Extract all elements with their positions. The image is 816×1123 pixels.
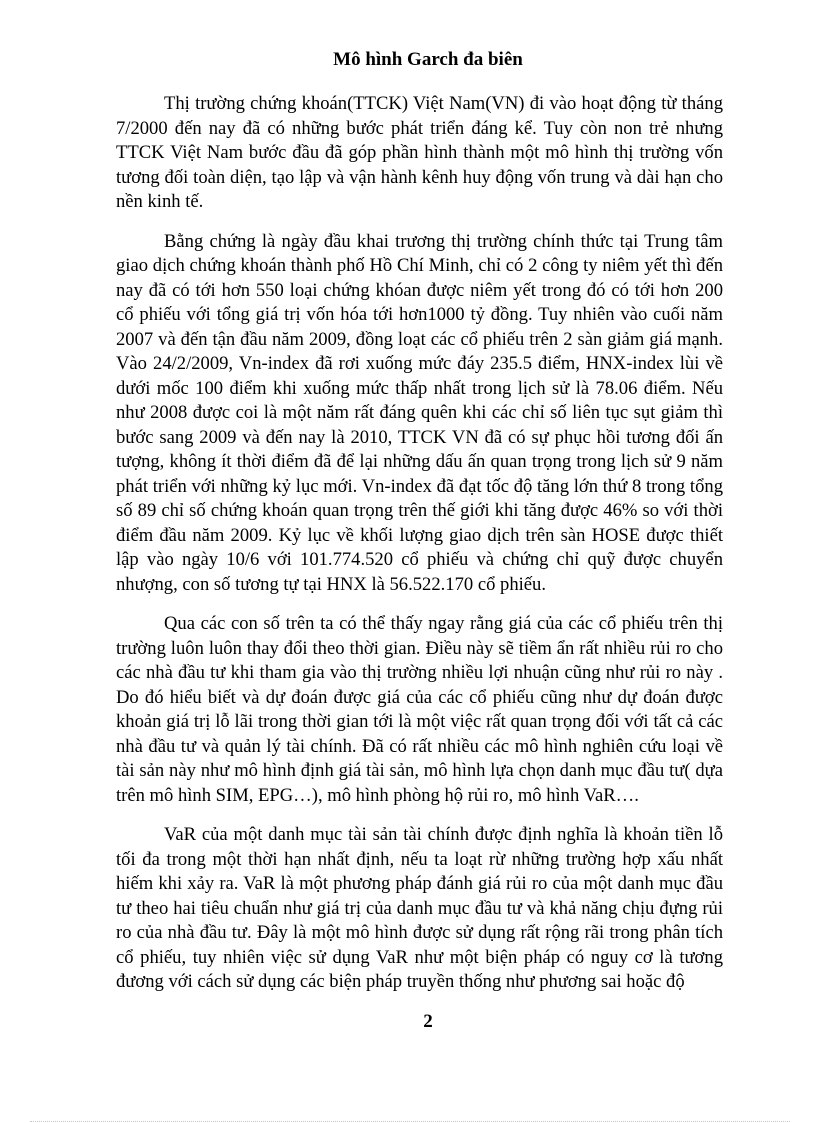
document-body	[116, 92, 723, 1010]
page-title: Mô hình Garch đa biên	[333, 49, 523, 70]
paragraph-price-volatility: Qua các con số trên ta có thể thấy ngay rằng giá của các cổ phiếu trên thị trường luôn luôn thay đổi theo thời gian. Điều này sẽ tiềm ẩn rất nhiều rủi ro cho các nhà đầu tư khi tham gia vào thị trường nhiều lợi nhuận cũng như rủi ro này . Do đó hiểu biết và dự đoán được giá của các cổ phiếu cũng như dự đoán được khoản giá trị lỗ lãi trong thời gian tới là một việc rất quan trọng đối với tất cả các nhà đầu tư và quản lý tài chính. Đã có rất nhiều các mô hình nghiên cứu loại về tài sản này như mô hình định giá tài sản, mô hình lựa chọn danh mục đầu tư( dựa trên mô hình SIM, EPG…), mô hình phòng hộ rủi ro, mô hình VaR….	[116, 613, 723, 806]
paragraph-var-definition: VaR của một danh mục tài sản tài chính được định nghĩa là khoản tiền lỗ tối đa trong một thời hạn nhất định, nếu ta loạt rừ những trường hợp xấu nhất hiếm khi xảy ra. VaR là một phương pháp đánh giá rủi ro của một danh mục đầu tư theo hai tiêu chuẩn như giá trị của danh mục đầu tư và khả năng chịu đựng rủi ro của nhà đầu tư. Đây là một mô hình được sử dụng rất rộng rãi trong phân tích cổ phiếu, tuy nhiên việc sử dụng VaR như một biện pháp có nguy cơ là tương đương với cách sử dụng các biện pháp truyền thống như phương sai hoặc độ	[116, 824, 723, 992]
page-bottom-border	[30, 1121, 790, 1122]
paragraph-ttck-intro: Thị trường chứng khoán(TTCK) Việt Nam(VN) đi vào hoạt động từ tháng 7/2000 đến nay đã có những bước phát triển đáng kể. Tuy còn non trẻ nhưng TTCK Việt Nam bước đầu đã góp phần hình thành một mô hình thị trường vốn tương đối toàn diện, tạo lập và vận hành kênh huy động vốn trung và dài hạn cho nền kinh tế.	[116, 93, 723, 212]
page-number: 2	[423, 1011, 433, 1032]
paragraph-market-history: Bằng chứng là ngày đầu khai trương thị trường chính thức tại Trung tâm giao dịch chứng khoán thành phố Hồ Chí Minh, chỉ có 2 công ty niêm yết thì đến nay đã có tới hơn 550 loại chứng khóan được niêm yết trong đó có tới hơn 200 cổ phiếu với tổng giá trị vốn hóa tới hơn1000 tỷ đồng. Tuy nhiên vào cuối năm 2007 và đến tận đầu năm 2009, đồng loạt các cổ phiếu trên 2 sàn giảm giá mạnh. Vào 24/2/2009, Vn-index đã rơi xuống mức đáy 235.5 điểm, HNX-index lùi về dưới mốc 100 điểm khi xuống mức thấp nhất trong lịch sử là 78.06 điểm. Nếu như 2008 được coi là một năm rất đáng quên khi các chỉ số liên tục sụt giảm thì bước sang 2009 và đến nay là 2010, TTCK VN đã có sự phục hồi tương đối ấn tượng, không ít thời điểm đã để lại những dấu ấn quan trọng trong lịch sử 9 năm phát triển với những kỷ lục mới. Vn-index đã đạt tốc độ tăng lớn thứ 8 trong tổng số 89 chỉ số chứng khoán quan trọng trên thế giới khi tăng được 46% so với thời điểm đầu năm 2009. Kỷ lục về khối lượng giao dịch trên sàn HOSE được thiết lập vào ngày 10/6 với 101.774.520 cổ phiếu và chứng chỉ quỹ được chuyển nhượng, con số tương tự tại HNX là 56.522.170 cổ phiếu.	[116, 230, 723, 595]
